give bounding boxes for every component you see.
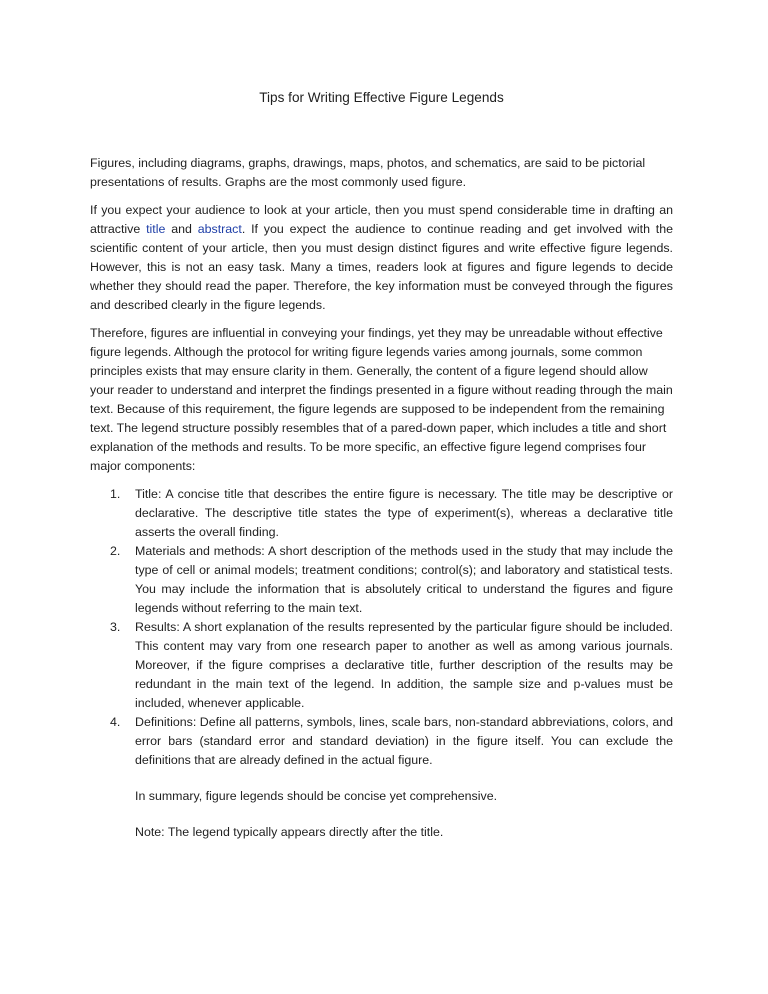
audience-paragraph-text-3: . If you expect the audience to continue reading and get involved with the scientific content of your article, then you must design distinct figures and write effective figure legends. However, this is not an easy task. Many a times, readers look at figures and figure legends to decide whether they should read the paper. Therefore, the key information must be conveyed through the figures and described clearly in the figure legends. bbox=[90, 222, 674, 312]
list-item bbox=[90, 542, 673, 618]
note-text: Note: The legend typically appears directly after the title. bbox=[135, 825, 444, 839]
list-item bbox=[90, 485, 673, 542]
components-list bbox=[90, 485, 673, 770]
list-item-number: 4. bbox=[110, 715, 121, 729]
list-item bbox=[90, 713, 673, 770]
title-link[interactable]: title bbox=[146, 222, 166, 236]
list-item-number: 1. bbox=[110, 487, 121, 501]
list-item-number: 2. bbox=[110, 544, 121, 558]
intro-paragraph: Figures, including diagrams, graphs, drawings, maps, photos, and schematics, are said to be pictorial presentations of results. Graphs are the most commonly used figure. bbox=[90, 156, 646, 189]
audience-paragraph bbox=[90, 201, 673, 315]
document-title: Tips for Writing Effective Figure Legends bbox=[259, 90, 504, 105]
list-item bbox=[90, 618, 673, 713]
list-item-number: 3. bbox=[110, 620, 121, 634]
components-intro-paragraph: Therefore, figures are influential in conveying your findings, yet they may be unreadable without effective figure legends. Although the protocol for writing figure legends varies among journals, some common principles exists that may ensure clarity in them. Generally, the content of a figure legend should allow your reader to understand and interpret the findings presented in a figure without reading through the main text. Because of this requirement, the figure legends are supposed to be independent from the remaining text. The legend structure possibly resembles that of a pared-down paper, which includes a title and short explanation of the methods and results. To be more specific, an effective figure legend comprises four major components: bbox=[90, 326, 673, 473]
list-item-text: Materials and methods: A short description of the methods used in the study that may include the type of cell or animal models; treatment conditions; control(s); and laboratory and statistical tests. You may include the information that is absolutely critical to understand the figures and figure legends without referring to the main text. bbox=[135, 544, 673, 615]
audience-paragraph-text-2: and bbox=[165, 222, 198, 236]
closing-notes bbox=[90, 787, 673, 842]
abstract-link[interactable]: abstract bbox=[197, 222, 242, 236]
document-body bbox=[90, 88, 673, 842]
summary-text: In summary, figure legends should be concise yet comprehensive. bbox=[135, 789, 498, 803]
list-item-text: Results: A short explanation of the results represented by the particular figure should be included. This content may vary from one research paper to another as well as among various journals. Moreover, if the figure comprises a declarative title, further description of the results may be redundant in the main text of the legend. In addition, the sample size and p-values must be included, whenever applicable. bbox=[135, 620, 673, 710]
list-item-text: Title: A concise title that describes the entire figure is necessary. The title may be descriptive or declarative. The descriptive title states the type of experiment(s), whereas a declarative title asserts the overall finding. bbox=[135, 487, 673, 539]
audience-paragraph-text-1: If you expect your audience to look at your article, then you must spend considerable time in drafting an attractive bbox=[90, 203, 673, 236]
list-item-text: Definitions: Define all patterns, symbols, lines, scale bars, non-standard abbreviations, colors, and error bars (standard error and standard deviation) in the figure itself. You can exclude the definitions that are already defined in the actual figure. bbox=[135, 715, 673, 767]
